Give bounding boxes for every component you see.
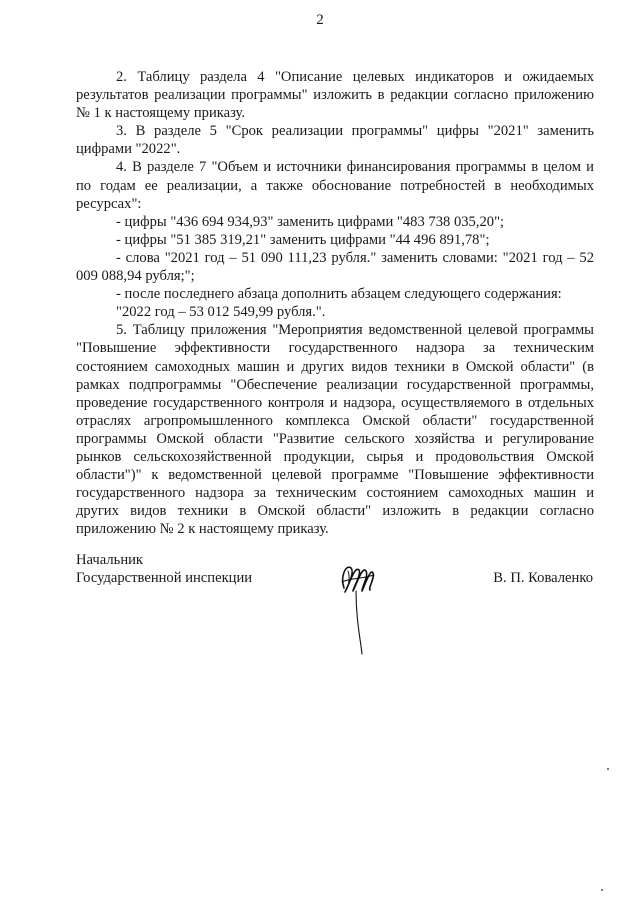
- signer-position-line: Государственной инспекции: [76, 570, 253, 587]
- paragraph-subitem: - цифры "436 694 934,93" заменить цифрами "483 738 035,20";: [116, 213, 505, 230]
- paragraph-subitem: - цифры "51 385 319,21" заменить цифрами "44 496 891,78";: [116, 231, 490, 248]
- paragraph-item-2: 2. Таблицу раздела 4 "Описание целевых индикаторов и ожидаемых результатов реализации программы" изложить в редакции согласно приложению № 1 к настоящему приказу.: [76, 69, 594, 122]
- signer-name: В. П. Коваленко: [493, 570, 593, 586]
- paragraph-item-5: 5. Таблицу приложения "Мероприятия ведомственной целевой программы "Повышение эффективности государственного надзора за техническим состоянием самоходных машин и других видов техники в Омской области" (в рамках подпрограммы "Обеспечение реализации государственной программы, проведение государственного контроля и надзора, осуществляемого в отдельных отраслях агропромышленного комплекса Омской области" государственной программы Омской области "Развитие сельского хозяйства и регулирование рынков сельскохозяйственной продукции, сырья и продовольствия Омской области")" к ведомственной целевой программе "Повышение эффективности государственного надзора за техническим состоянием самоходных машин и других видов техники в Омской области" изложить в редакции согласно приложению № 2 к настоящему приказу.: [76, 322, 594, 538]
- page-number: 2: [316, 12, 324, 28]
- signer-position-line: Начальник: [76, 552, 144, 568]
- paragraph-subitem: "2022 год – 53 012 549,99 рубля.".: [116, 304, 326, 321]
- scan-speck: [601, 889, 603, 891]
- paragraph-subitem: - слова "2021 год – 51 090 111,23 рубля." заменить словами: "2021 год – 52 009 088,94 рубля;";: [76, 249, 594, 285]
- signer-position: [76, 551, 252, 587]
- scan-speck: [607, 768, 609, 770]
- paragraph-subitem: - после последнего абзаца дополнить абзацем следующего содержания:: [116, 286, 562, 303]
- handwritten-signature: [336, 558, 378, 658]
- document-body: [76, 68, 594, 538]
- paragraph-item-3: 3. В разделе 5 "Срок реализации программы" цифры "2021" заменить цифрами "2022".: [76, 123, 594, 158]
- paragraph-item-4: 4. В разделе 7 "Объем и источники финансирования программы в целом и по годам ее реализации, а также обоснование потребностей в необходимых ресурсах":: [76, 159, 594, 212]
